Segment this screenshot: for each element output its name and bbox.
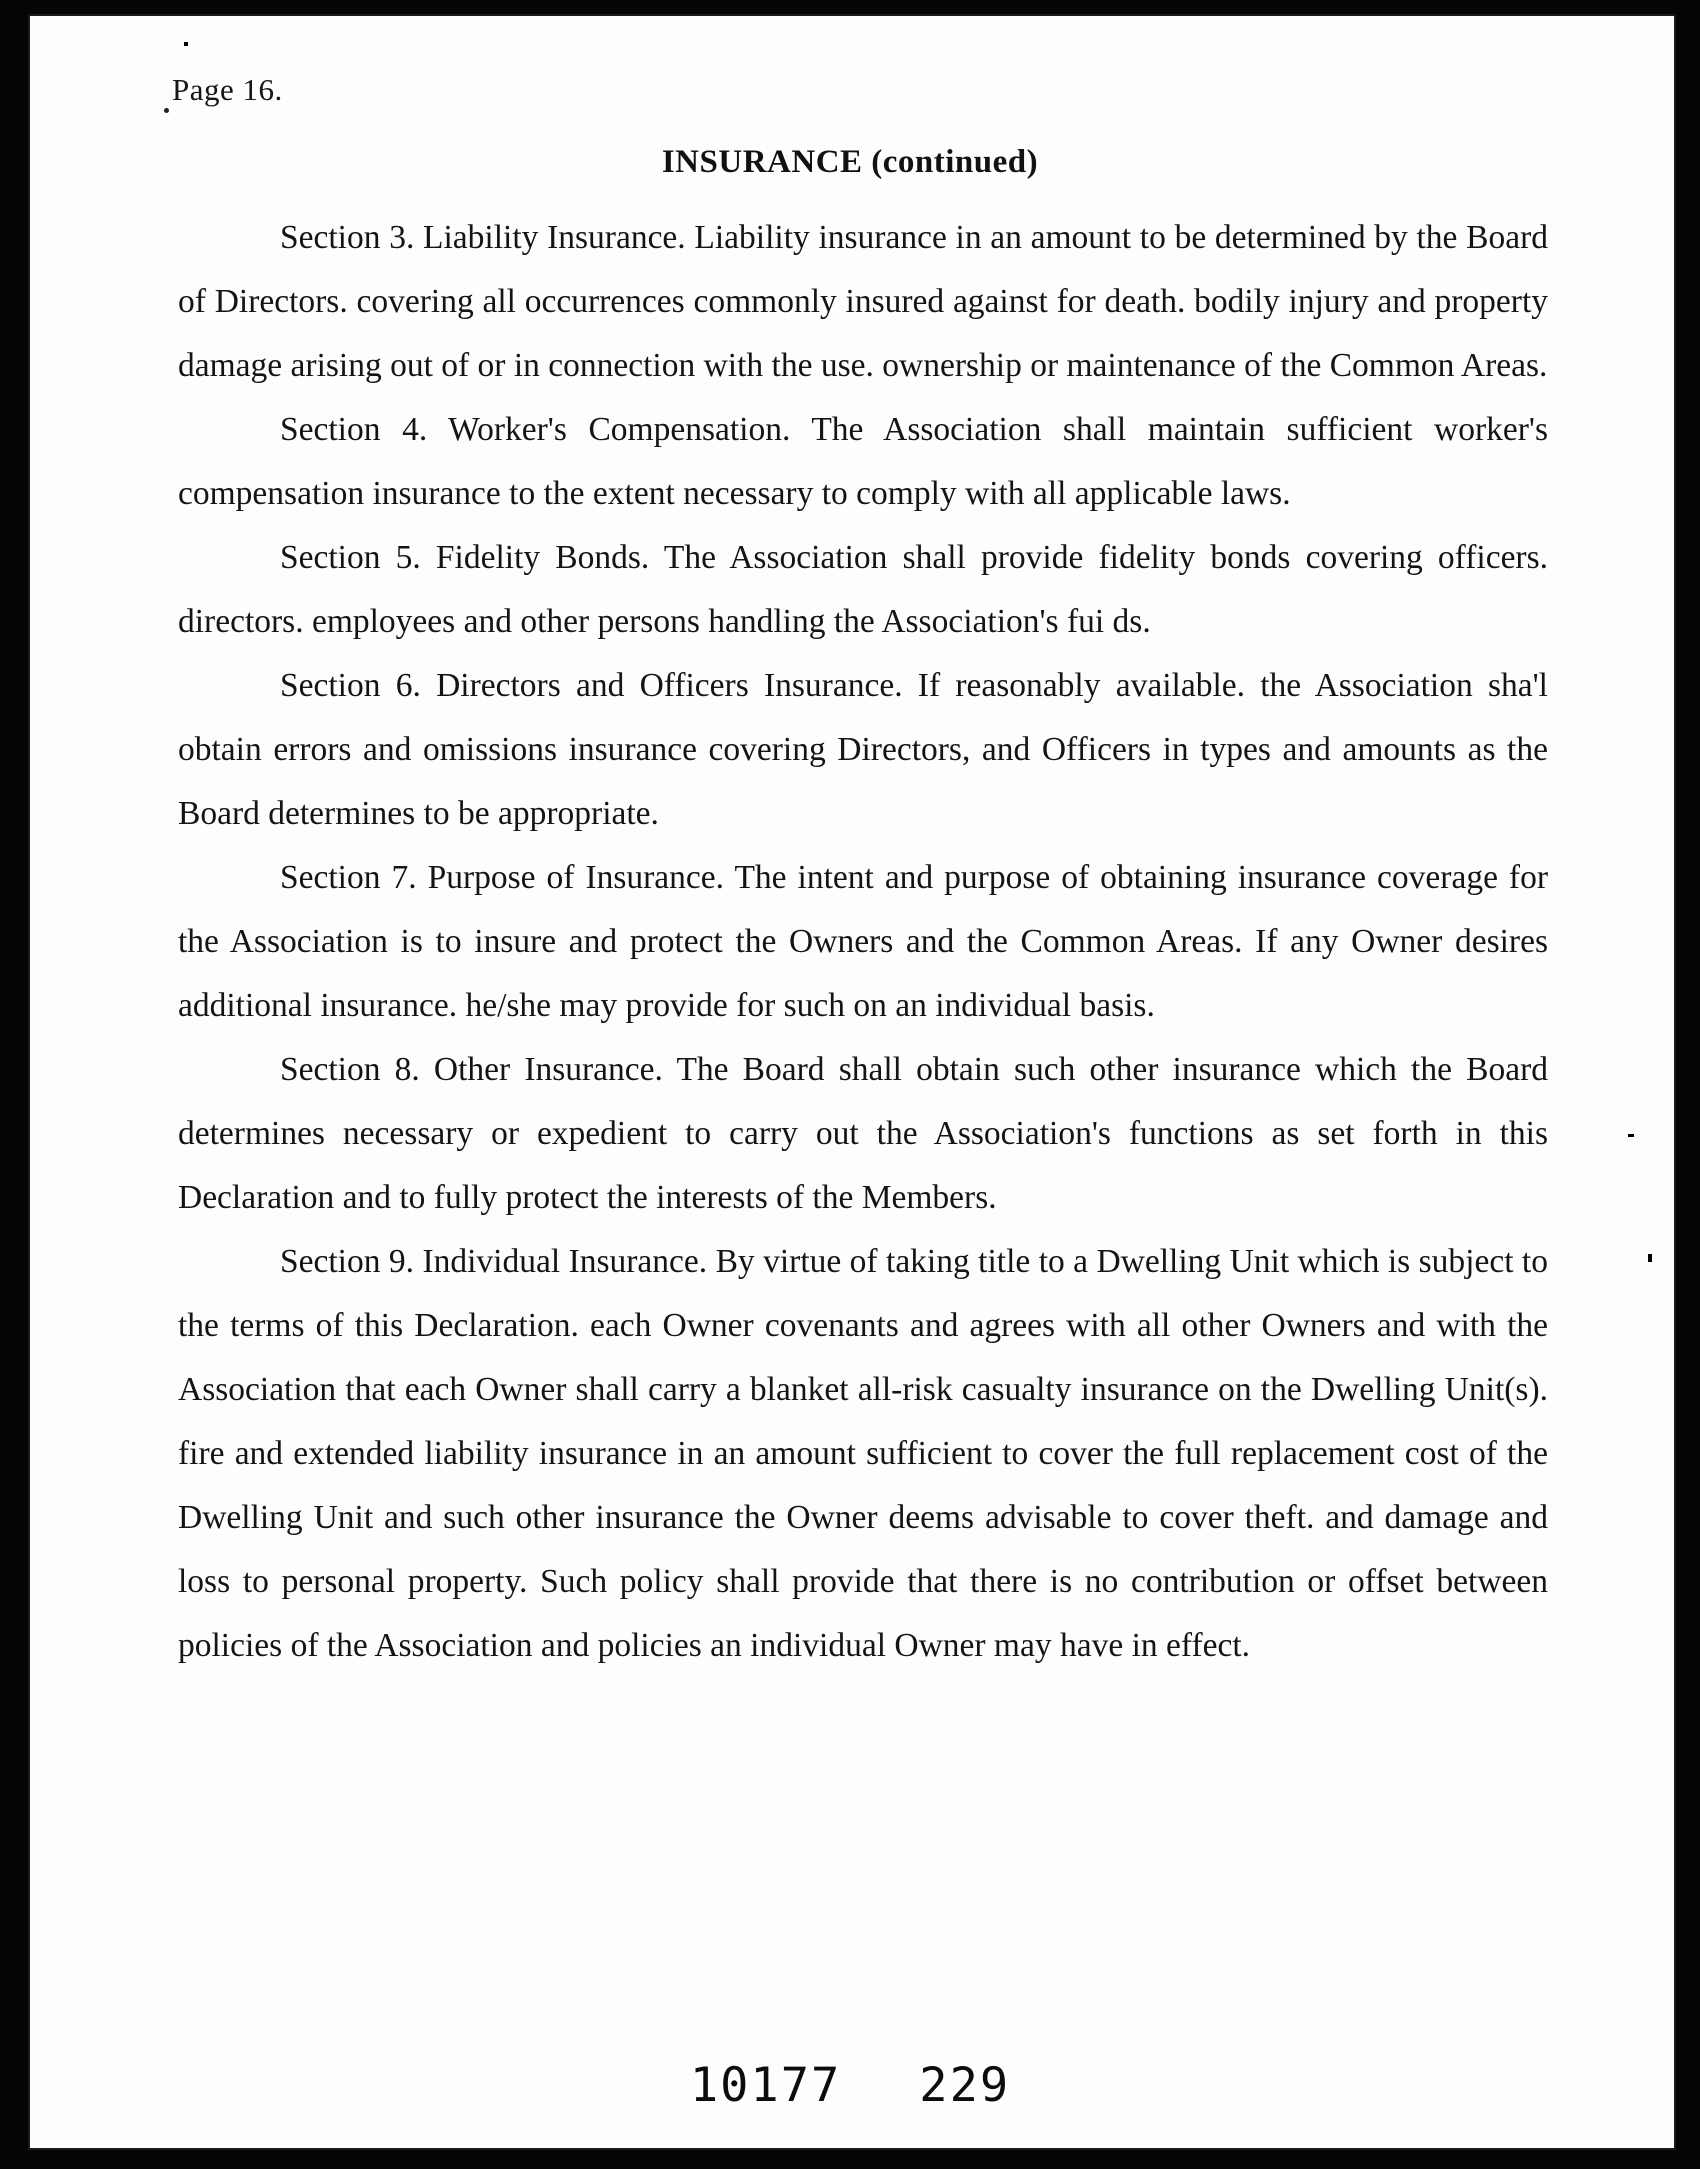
section-7-paragraph: Section 7. Purpose of Insurance. The intent and purpose of obtaining insurance coverage for the Association is to insure and protect the Owners and the Common Areas. If any Owner desires additional insurance. he/she may provide for such on an individual basis.: [178, 859, 1548, 1024]
scan-speck: [1648, 1254, 1652, 1262]
scan-speck: [184, 42, 188, 46]
book-number: 10177: [689, 2058, 842, 2113]
section-9-paragraph: Section 9. Individual Insurance. By virtue of taking title to a Dwelling Unit which is subject to the terms of this Declaration. each Owner covenants and agrees with all other Owners and with the Association that each Owner shall carry a blanket all-risk casualty insurance on the Dwelling Unit(s). fire and extended liability insurance in an amount sufficient to cover the full replacement cost of the Dwelling Unit and such other insurance the Owner deems advisable to cover theft. and damage and loss to personal property. Such policy shall provide that there is no contribution or offset between policies of the Association and policies an individual Owner may have in effect.: [178, 1243, 1548, 1664]
stray-mark: [164, 108, 169, 113]
scan-speck: [1628, 1134, 1634, 1137]
section-heading: INSURANCE (continued): [661, 144, 1039, 180]
section-3-paragraph: Section 3. Liability Insurance. Liability insurance in an amount to be determined by the Board of Directors. covering all occurrences commonly insured against for death. bodily injury and property damage arising out of or in connection with the use. ownership or maintenance of the Common Areas.: [178, 219, 1548, 384]
section-8-paragraph: Section 8. Other Insurance. The Board shall obtain such other insurance which the Board determines necessary or expedient to carry out the Association's functions as set forth in this Declaration and to fully protect the interests of the Members.: [178, 1051, 1548, 1216]
recording-page-number: 229: [919, 2058, 1011, 2113]
section-5-paragraph: Section 5. Fidelity Bonds. The Association shall provide fidelity bonds covering officers. directors. employees and other persons handling the Association's fui ds.: [178, 539, 1548, 640]
document-body: [178, 206, 1548, 1678]
recording-footer: [0, 2058, 1700, 2113]
page-label: Page 16.: [172, 72, 283, 107]
section-6-paragraph: Section 6. Directors and Officers Insurance. If reasonably available. the Association sha'l obtain errors and omissions insurance covering Directors, and Officers in types and amounts as the Board determines to be appropriate.: [178, 667, 1548, 832]
section-4-paragraph: Section 4. Worker's Compensation. The Association shall maintain sufficient worker's compensation insurance to the extent necessary to comply with all applicable laws.: [178, 411, 1548, 512]
